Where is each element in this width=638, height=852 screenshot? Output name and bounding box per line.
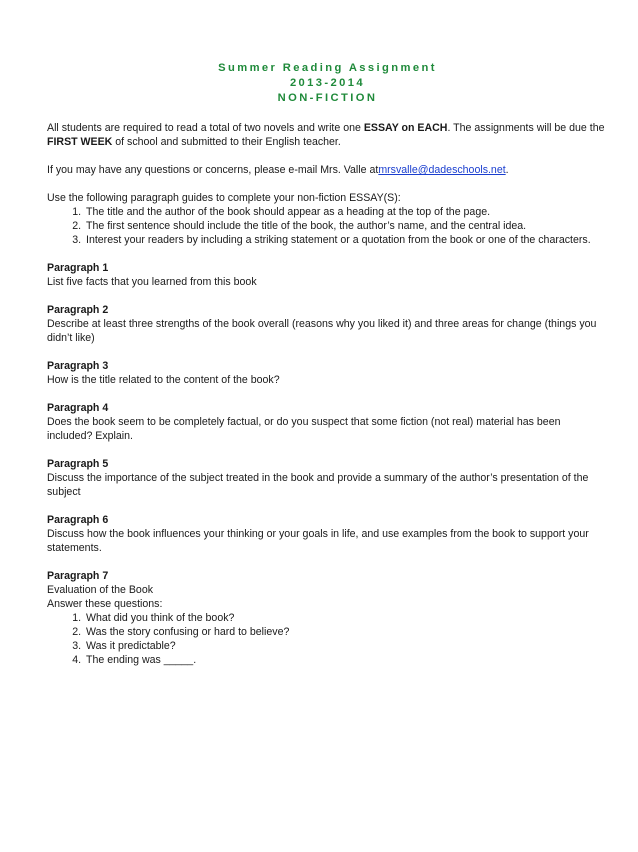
paragraph-2-title: Paragraph 2 (47, 304, 109, 316)
header-title: Summer Reading Assignment (218, 62, 437, 74)
email-link[interactable]: mrsvalle@dadeschools.net (378, 164, 506, 176)
guides-section (47, 191, 608, 247)
question-item: 2. Was the story confusing or hard to believe? (84, 625, 608, 639)
question-item: 4. The ending was _____. (84, 653, 608, 667)
paragraph-2-text: Describe at least three strengths of the book overall (reasons why you liked it) and three areas for change (things you didn’t like) (47, 318, 597, 344)
paragraph-3-title: Paragraph 3 (47, 360, 109, 372)
intro-text-1: All students are required to read a total of two novels and write one (47, 122, 364, 134)
question-item: 1. What did you think of the book? (84, 611, 608, 625)
contact-paragraph (47, 163, 608, 177)
paragraph-7-line-1: Evaluation of the Book (47, 584, 154, 596)
guide-item: 3. Interest your readers by including a striking statement or a quotation from the book or one of the characters. (84, 233, 608, 247)
contact-text: If you may have any questions or concerns, please e-mail Mrs. Valle at (47, 164, 379, 176)
intro-text-3: of school and submitted to their English teacher. (112, 136, 341, 148)
paragraph-7-section (47, 569, 608, 667)
contact-end: . (505, 164, 509, 176)
intro-bold-week: FIRST WEEK (47, 136, 113, 148)
intro-paragraph (47, 121, 608, 149)
guide-item: 1. The title and the author of the book should appear as a heading at the top of the page. (84, 205, 608, 219)
paragraph-5-title: Paragraph 5 (47, 458, 109, 470)
guides-list (47, 205, 608, 247)
header-type: NON-FICTION (277, 92, 378, 104)
paragraph-3-section (47, 359, 608, 387)
paragraph-4-text: Does the book seem to be completely factual, or do you suspect that some fiction (not real) material has been included? Explain. (47, 416, 561, 442)
paragraph-7-title: Paragraph 7 (47, 570, 109, 582)
paragraph-7-line-2: Answer these questions: (47, 598, 163, 610)
guide-item: 2. The first sentence should include the title of the book, the author’s name, and the central idea. (84, 219, 608, 233)
header-years: 2013-2014 (289, 77, 366, 89)
paragraph-2-section (47, 303, 608, 345)
questions-list (47, 611, 608, 667)
paragraph-3-text: How is the title related to the content of the book? (47, 374, 280, 386)
document-header (47, 0, 608, 106)
intro-text-2: . The assignments will be due the (447, 122, 605, 134)
intro-bold-essay: ESSAY on EACH (363, 122, 448, 134)
paragraph-6-text: Discuss how the book influences your thinking or your goals in life, and use examples from the book to support your statements. (47, 528, 589, 554)
paragraph-1-text: List five facts that you learned from this book (47, 276, 257, 288)
guides-lead: Use the following paragraph guides to complete your non-fiction ESSAY(S): (47, 192, 401, 204)
paragraph-4-section (47, 401, 608, 443)
paragraph-6-title: Paragraph 6 (47, 514, 109, 526)
paragraph-6-section (47, 513, 608, 555)
paragraph-5-section (47, 457, 608, 499)
paragraph-1-section (47, 261, 608, 289)
paragraph-4-title: Paragraph 4 (47, 402, 109, 414)
paragraph-1-title: Paragraph 1 (47, 262, 109, 274)
paragraph-5-text: Discuss the importance of the subject treated in the book and provide a summary of the author’s presentation of the subject (47, 472, 589, 498)
question-item: 3. Was it predictable? (84, 639, 608, 653)
